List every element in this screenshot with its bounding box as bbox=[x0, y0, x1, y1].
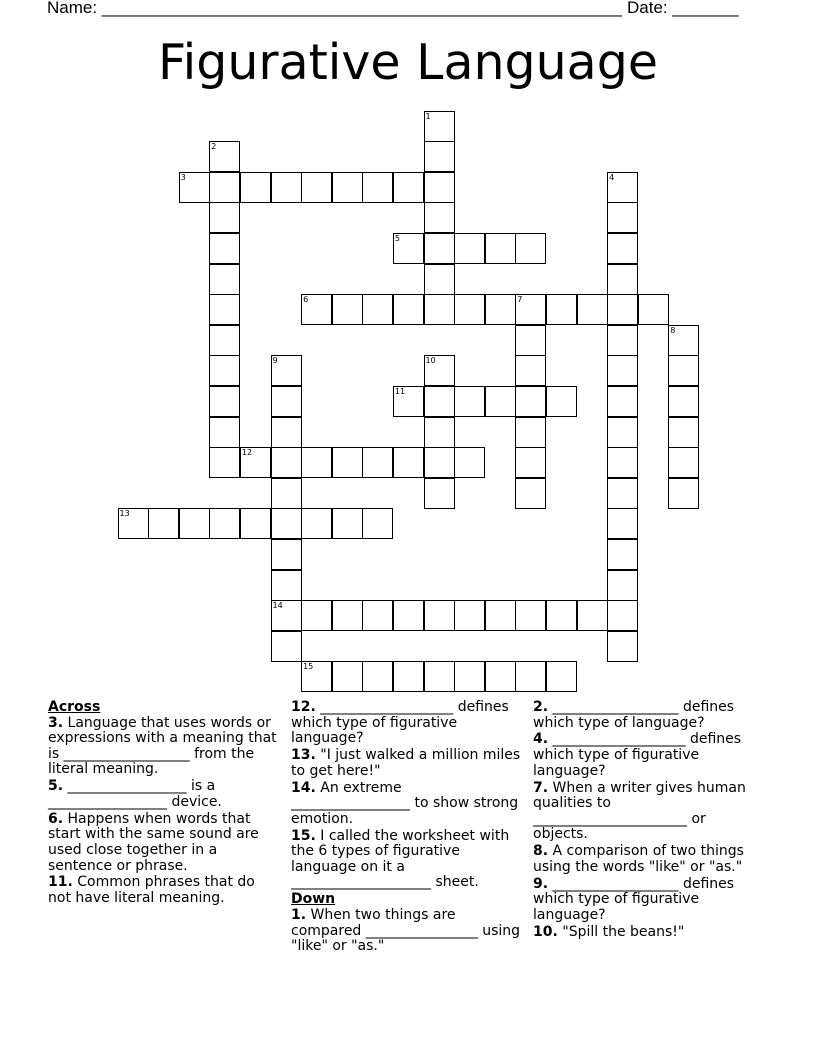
grid-cell[interactable] bbox=[485, 386, 516, 417]
grid-cell[interactable] bbox=[271, 600, 302, 631]
clue-number-label: 8 bbox=[670, 325, 676, 335]
grid-cell[interactable] bbox=[668, 386, 699, 417]
grid-cell[interactable] bbox=[332, 172, 363, 203]
grid-cell[interactable] bbox=[424, 294, 455, 325]
clue-number: 8. bbox=[533, 843, 549, 860]
grid-cell[interactable] bbox=[485, 600, 516, 631]
clue-text: Language that uses words or expressions with a meaning that is __________________ from the literal meaning. bbox=[48, 714, 277, 778]
grid-cell[interactable] bbox=[515, 325, 546, 356]
clue-item bbox=[533, 700, 765, 731]
grid-cell[interactable] bbox=[301, 600, 332, 631]
grid-cell[interactable] bbox=[209, 325, 240, 356]
clue-number: 6. bbox=[48, 810, 64, 827]
grid-cell[interactable] bbox=[209, 202, 240, 233]
grid-cell[interactable] bbox=[577, 294, 608, 325]
clue-text: ___________________ defines which type of figurative language? bbox=[533, 731, 742, 779]
grid-cell[interactable] bbox=[271, 478, 302, 509]
grid-cell[interactable] bbox=[424, 233, 455, 264]
grid-cell[interactable] bbox=[515, 478, 546, 509]
grid-cell[interactable] bbox=[607, 570, 638, 601]
grid-cell[interactable] bbox=[271, 447, 302, 478]
clue-item bbox=[533, 844, 765, 875]
grid-cell[interactable] bbox=[424, 661, 455, 692]
grid-cell[interactable] bbox=[607, 233, 638, 264]
grid-cell[interactable] bbox=[424, 264, 455, 295]
date-field[interactable]: Date: _______ bbox=[627, 0, 739, 17]
grid-cell[interactable] bbox=[607, 355, 638, 386]
grid-cell[interactable] bbox=[424, 417, 455, 448]
clue-number-label: 3 bbox=[180, 172, 186, 182]
grid-cell[interactable] bbox=[454, 600, 485, 631]
clue-item bbox=[48, 875, 280, 906]
clue-number-label: 5 bbox=[394, 233, 400, 243]
grid-cell[interactable] bbox=[393, 600, 424, 631]
clue-number-label: 13 bbox=[119, 509, 130, 519]
clue-item bbox=[48, 716, 280, 778]
grid-cell[interactable] bbox=[393, 447, 424, 478]
clue-text: A comparison of two things using the words "like" or "as." bbox=[533, 843, 744, 875]
grid-cell[interactable] bbox=[332, 294, 363, 325]
grid-cell[interactable] bbox=[607, 202, 638, 233]
clue-section-heading: Down bbox=[291, 891, 336, 908]
grid-cell[interactable] bbox=[515, 417, 546, 448]
grid-cell[interactable] bbox=[240, 172, 271, 203]
clue-text: I called the worksheet with the 6 types of figurative language on it a ____________________ sheet. bbox=[291, 827, 510, 891]
clue-number: 5. bbox=[48, 778, 64, 795]
grid-cell[interactable] bbox=[607, 172, 638, 203]
grid-cell[interactable] bbox=[209, 172, 240, 203]
clue-number-label: 6 bbox=[303, 295, 309, 305]
grid-cell[interactable] bbox=[209, 294, 240, 325]
clue-number: 10. bbox=[533, 923, 558, 940]
grid-cell[interactable] bbox=[209, 386, 240, 417]
grid-cell[interactable] bbox=[393, 294, 424, 325]
clue-text: Common phrases that do not have literal meaning. bbox=[48, 874, 255, 907]
grid-cell[interactable] bbox=[271, 172, 302, 203]
grid-cell[interactable] bbox=[607, 508, 638, 539]
page-title: Figurative Language bbox=[158, 34, 658, 91]
grid-cell[interactable] bbox=[607, 294, 638, 325]
grid-cell[interactable] bbox=[515, 386, 546, 417]
grid-cell[interactable] bbox=[209, 447, 240, 478]
grid-cell[interactable] bbox=[240, 508, 271, 539]
clue-number-label: 7 bbox=[517, 295, 523, 305]
clue-number: 3. bbox=[48, 714, 64, 731]
grid-cell[interactable] bbox=[393, 233, 424, 264]
grid-cell[interactable] bbox=[607, 478, 638, 509]
grid-cell[interactable] bbox=[301, 447, 332, 478]
grid-cell[interactable] bbox=[332, 600, 363, 631]
grid-cell[interactable] bbox=[668, 447, 699, 478]
grid-cell[interactable] bbox=[209, 508, 240, 539]
grid-cell[interactable] bbox=[515, 355, 546, 386]
grid-cell[interactable] bbox=[607, 447, 638, 478]
grid-cell[interactable] bbox=[393, 172, 424, 203]
clue-item bbox=[291, 748, 523, 779]
grid-cell[interactable] bbox=[424, 447, 455, 478]
grid-cell[interactable] bbox=[424, 478, 455, 509]
clue-item bbox=[291, 781, 523, 828]
grid-cell[interactable] bbox=[607, 386, 638, 417]
grid-cell[interactable] bbox=[546, 294, 577, 325]
clue-item bbox=[291, 829, 523, 891]
clue-item bbox=[533, 781, 765, 843]
clue-text: Happens when words that start with the same sound are used close together in a sentence or phrase. bbox=[48, 810, 259, 874]
grid-cell[interactable] bbox=[454, 661, 485, 692]
grid-cell[interactable] bbox=[332, 661, 363, 692]
grid-cell[interactable] bbox=[209, 264, 240, 295]
grid-cell[interactable] bbox=[301, 172, 332, 203]
grid-cell[interactable] bbox=[393, 386, 424, 417]
grid-cell[interactable] bbox=[546, 386, 577, 417]
grid-cell[interactable] bbox=[424, 202, 455, 233]
grid-cell[interactable] bbox=[209, 141, 240, 172]
clue-number-label: 11 bbox=[394, 386, 406, 396]
clue-item bbox=[533, 732, 765, 779]
grid-cell[interactable] bbox=[607, 539, 638, 570]
grid-cell[interactable] bbox=[271, 539, 302, 570]
clue-text: __________________ defines which type of language? bbox=[533, 700, 735, 731]
grid-cell[interactable] bbox=[668, 478, 699, 509]
grid-cell[interactable] bbox=[424, 141, 455, 172]
grid-cell[interactable] bbox=[546, 661, 577, 692]
clue-number: 11. bbox=[48, 874, 73, 891]
grid-cell[interactable] bbox=[607, 417, 638, 448]
grid-cell[interactable] bbox=[271, 508, 302, 539]
clues-column-1 bbox=[48, 700, 280, 908]
grid-cell[interactable] bbox=[301, 508, 332, 539]
grid-cell[interactable] bbox=[271, 570, 302, 601]
grid-cell[interactable] bbox=[454, 447, 485, 478]
grid-cell[interactable] bbox=[454, 233, 485, 264]
clue-number-label: 12 bbox=[241, 448, 253, 458]
clue-number: 9. bbox=[533, 875, 549, 892]
grid-cell[interactable] bbox=[148, 508, 179, 539]
clue-number: 4. bbox=[533, 731, 549, 748]
grid-cell[interactable] bbox=[515, 447, 546, 478]
grid-cell[interactable] bbox=[362, 508, 393, 539]
clue-number-label: 2 bbox=[211, 142, 217, 152]
clue-item bbox=[48, 779, 280, 810]
grid-cell[interactable] bbox=[454, 294, 485, 325]
grid-cell[interactable] bbox=[271, 417, 302, 448]
clues-column-2 bbox=[291, 700, 523, 958]
clues-column-3 bbox=[533, 700, 765, 953]
clue-number-label: 4 bbox=[609, 172, 615, 182]
name-field[interactable]: Name: _______________________________________________________ bbox=[47, 0, 622, 17]
clue-number: 15. bbox=[291, 827, 316, 844]
clue-number: 1. bbox=[291, 906, 307, 923]
clue-text: "Spill the beans!" bbox=[557, 923, 685, 940]
clue-number-label: 14 bbox=[272, 601, 283, 611]
grid-cell[interactable] bbox=[546, 600, 577, 631]
grid-cell[interactable] bbox=[515, 661, 546, 692]
grid-cell[interactable] bbox=[301, 294, 332, 325]
grid-cell[interactable] bbox=[362, 600, 393, 631]
grid-cell[interactable] bbox=[515, 233, 546, 264]
clue-item bbox=[291, 700, 523, 747]
grid-cell[interactable] bbox=[209, 417, 240, 448]
grid-cell[interactable] bbox=[271, 386, 302, 417]
clue-text: "I just walked a million miles to get here!" bbox=[291, 747, 521, 779]
clue-text: __________________ defines which type of figurative language? bbox=[533, 875, 735, 923]
grid-cell[interactable] bbox=[362, 661, 393, 692]
grid-cell[interactable] bbox=[607, 631, 638, 662]
clue-text: ___________________ defines which type of figurative language? bbox=[291, 700, 509, 747]
grid-cell[interactable] bbox=[301, 661, 332, 692]
grid-cell[interactable] bbox=[668, 355, 699, 386]
grid-cell[interactable] bbox=[118, 508, 149, 539]
clue-number: 14. bbox=[291, 779, 316, 796]
clue-item bbox=[291, 908, 523, 955]
grid-cell[interactable] bbox=[362, 447, 393, 478]
clue-text: An extreme _________________ to show strong emotion. bbox=[291, 779, 519, 827]
clue-number-label: 15 bbox=[303, 662, 314, 672]
grid-cell[interactable] bbox=[424, 600, 455, 631]
grid-cell[interactable] bbox=[424, 355, 455, 386]
grid-cell[interactable] bbox=[607, 600, 638, 631]
grid-cell[interactable] bbox=[485, 233, 516, 264]
grid-cell[interactable] bbox=[209, 355, 240, 386]
grid-cell[interactable] bbox=[332, 508, 363, 539]
grid-cell[interactable] bbox=[424, 172, 455, 203]
clue-number: 13. bbox=[291, 747, 316, 764]
grid-cell[interactable] bbox=[515, 294, 546, 325]
grid-cell[interactable] bbox=[577, 600, 608, 631]
grid-cell[interactable] bbox=[607, 325, 638, 356]
clue-number-label: 9 bbox=[272, 356, 278, 366]
clue-number-label: 1 bbox=[425, 111, 431, 121]
grid-cell[interactable] bbox=[638, 294, 669, 325]
grid-cell[interactable] bbox=[362, 294, 393, 325]
grid-cell[interactable] bbox=[515, 600, 546, 631]
grid-cell[interactable] bbox=[668, 325, 699, 356]
clue-item bbox=[533, 877, 765, 924]
grid-cell[interactable] bbox=[668, 417, 699, 448]
grid-cell[interactable] bbox=[393, 661, 424, 692]
grid-cell[interactable] bbox=[271, 631, 302, 662]
clue-text: _________________ is a _________________ device. bbox=[48, 778, 222, 810]
grid-cell[interactable] bbox=[607, 264, 638, 295]
clue-number-label: 10 bbox=[425, 356, 436, 366]
grid-cell[interactable] bbox=[240, 447, 271, 478]
grid-cell[interactable] bbox=[424, 111, 455, 142]
clue-number: 12. bbox=[291, 700, 316, 715]
grid-cell[interactable] bbox=[271, 355, 302, 386]
clue-text: When two things are compared ________________ using "like" or "as." bbox=[291, 906, 521, 955]
clue-text: When a writer gives human qualities to ______________________ or objects. bbox=[533, 779, 746, 843]
grid-cell[interactable] bbox=[332, 447, 363, 478]
grid-cell[interactable] bbox=[362, 172, 393, 203]
grid-cell[interactable] bbox=[424, 386, 455, 417]
clue-number: 7. bbox=[533, 779, 549, 796]
grid-cell[interactable] bbox=[485, 661, 516, 692]
grid-cell[interactable] bbox=[179, 508, 210, 539]
clue-number: 2. bbox=[533, 700, 549, 715]
grid-cell[interactable] bbox=[485, 294, 516, 325]
clue-item bbox=[533, 925, 765, 941]
grid-cell[interactable] bbox=[454, 386, 485, 417]
clue-item bbox=[48, 812, 280, 874]
clue-section-heading: Across bbox=[48, 699, 101, 715]
grid-cell[interactable] bbox=[209, 233, 240, 264]
grid-cell[interactable] bbox=[179, 172, 210, 203]
